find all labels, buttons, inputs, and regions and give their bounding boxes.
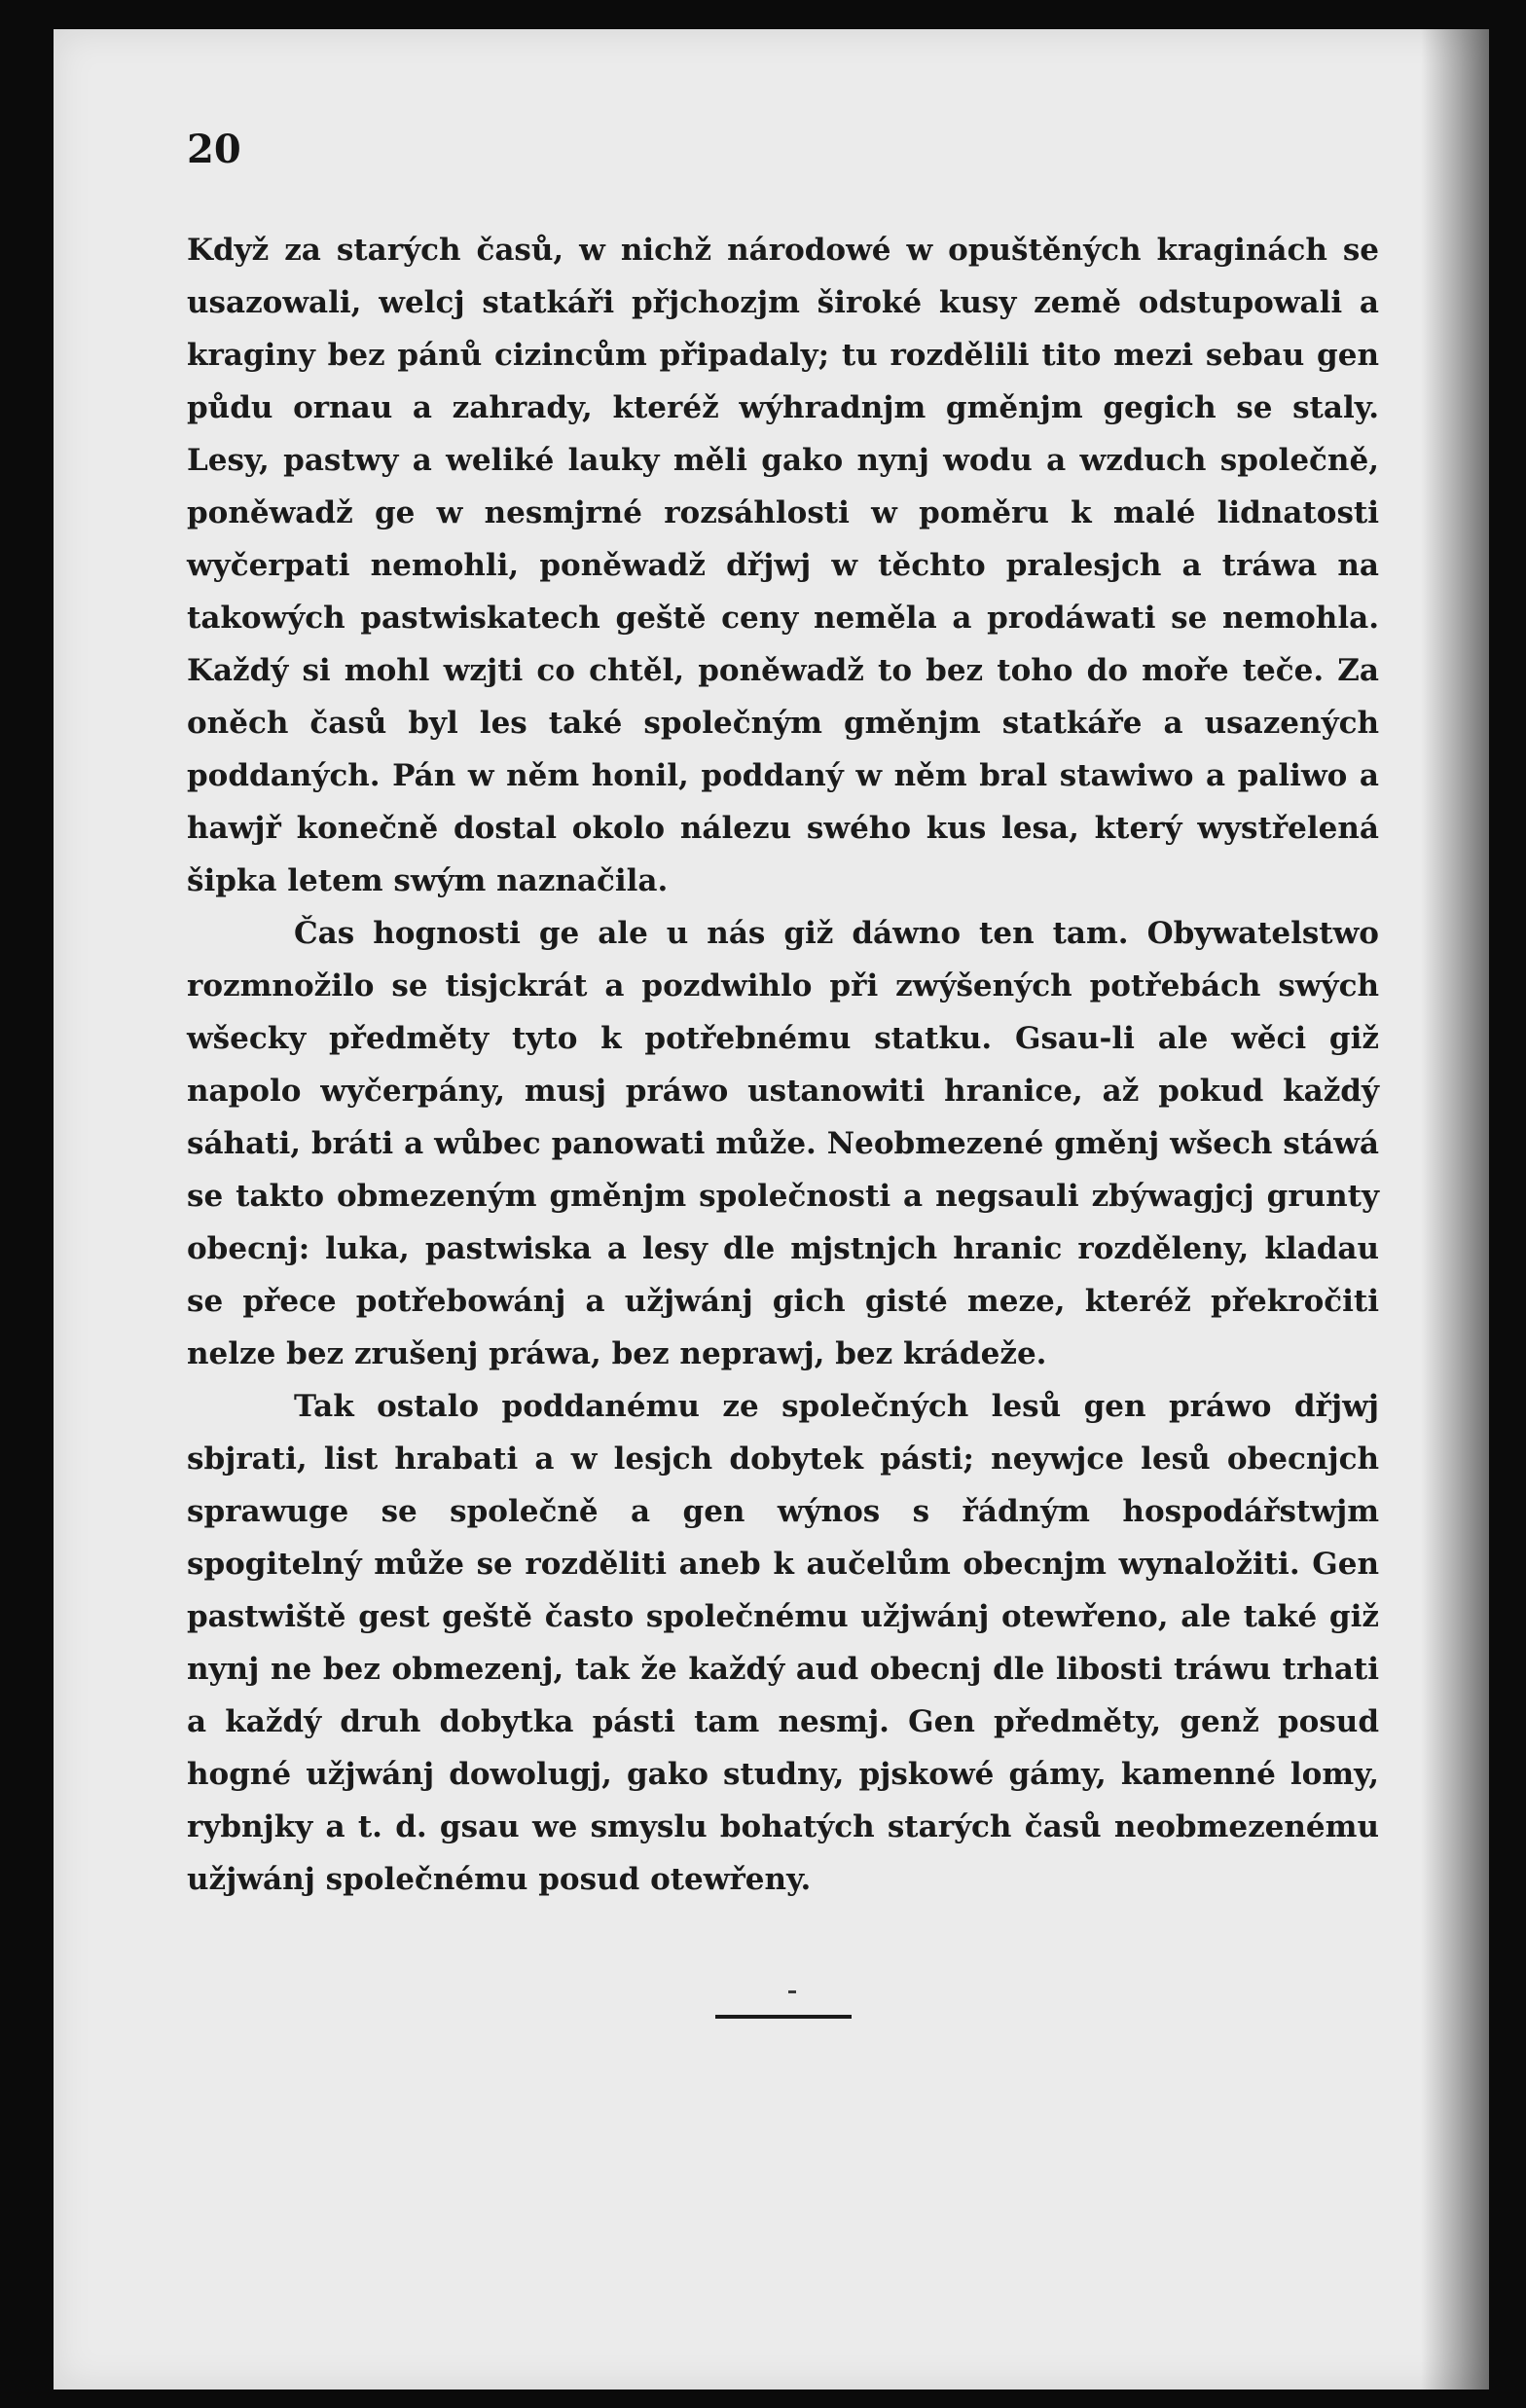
paragraph-3: Tak ostalo poddanému ze společných lesů gen práwo dřjwj sbjrati, list hrabati a w lesjch dobytek pásti; neywjce lesů obecnjch sprawuge se společně a gen wýnos s řádným hospodářstwjm spogitelný může se rozděliti aneb k aučelům obecnjm wynaložiti. Gen pastwiště gest geště často společnému užjwánj otewřeno, ale také giž nynj ne bez obmezenj, tak že každý aud obecnj dle libosti tráwu trhati a každý druh dobytka pásti tam nesmj. Gen předměty, genž posud hogné užjwánj dowolugj, gako studny, pjskowé gámy, kamenné lomy, rybnjky a t. d. gsau we smyslu bohatých starých časů neobmezenému užjwánj společnému posud otewřeny. — [187, 1389, 1379, 1897]
separator-tick — [788, 1990, 796, 1993]
section-separator-rule — [715, 2015, 852, 2019]
page-number: 20 — [187, 127, 241, 172]
body-text — [187, 224, 1379, 1906]
book-page — [54, 29, 1489, 2390]
paragraph-2: Čas hognosti ge ale u nás giž dáwno ten tam. Obywatelstwo rozmnožilo se tisjckrát a pozdwihlo při zwýšených potřebách swých wšecky předměty tyto k potřebnému statku. Gsau-li ale wěci giž napolo wyčerpány, musj práwo ustanowiti hranice, až pokud každý sáhati, bráti a wůbec panowati může. Neobmezené gměnj wšech stáwá se takto obmezeným gměnjm společnosti a negsauli zbýwagjcj grunty obecnj: luka, pastwiska a lesy dle mjstnjch hranic rozděleny, kladau se přece potřebowánj a užjwánj gich gisté meze, kteréž překročiti nelze bez zrušenj práwa, bez neprawj, bez krádeže. — [187, 916, 1379, 1371]
paragraph-1: Když za starých časů, w nichž národowé w opuštěných kraginách se usazowali, welcj statkáři přjchozjm široké kusy země odstupowali a kraginy bez pánů cizincům připadaly; tu rozdělili tito mezi sebau gen půdu ornau a zahrady, kteréž wýhradnjm gměnjm gegich se staly. Lesy, pastwy a weliké lauky měli gako nynj wodu a wzduch společně, poněwadž ge w nesmjrné rozsáhlosti w poměru k malé lidnatosti wyčerpati nemohli, poněwadž dřjwj w těchto pralesjch a tráwa na takowých pastwiskatech geště ceny neměla a prodáwati se nemohla. Každý si mohl wzjti co chtěl, poněwadž to bez toho do moře teče. Za oněch časů byl les také společným gměnjm statkáře a usazených poddaných. Pán w něm honil, poddaný w něm bral stawiwo a paliwo a hawjř konečně dostal okolo nálezu swého kus lesa, který wystřelená šipka letem swým naznačila. — [187, 233, 1379, 898]
